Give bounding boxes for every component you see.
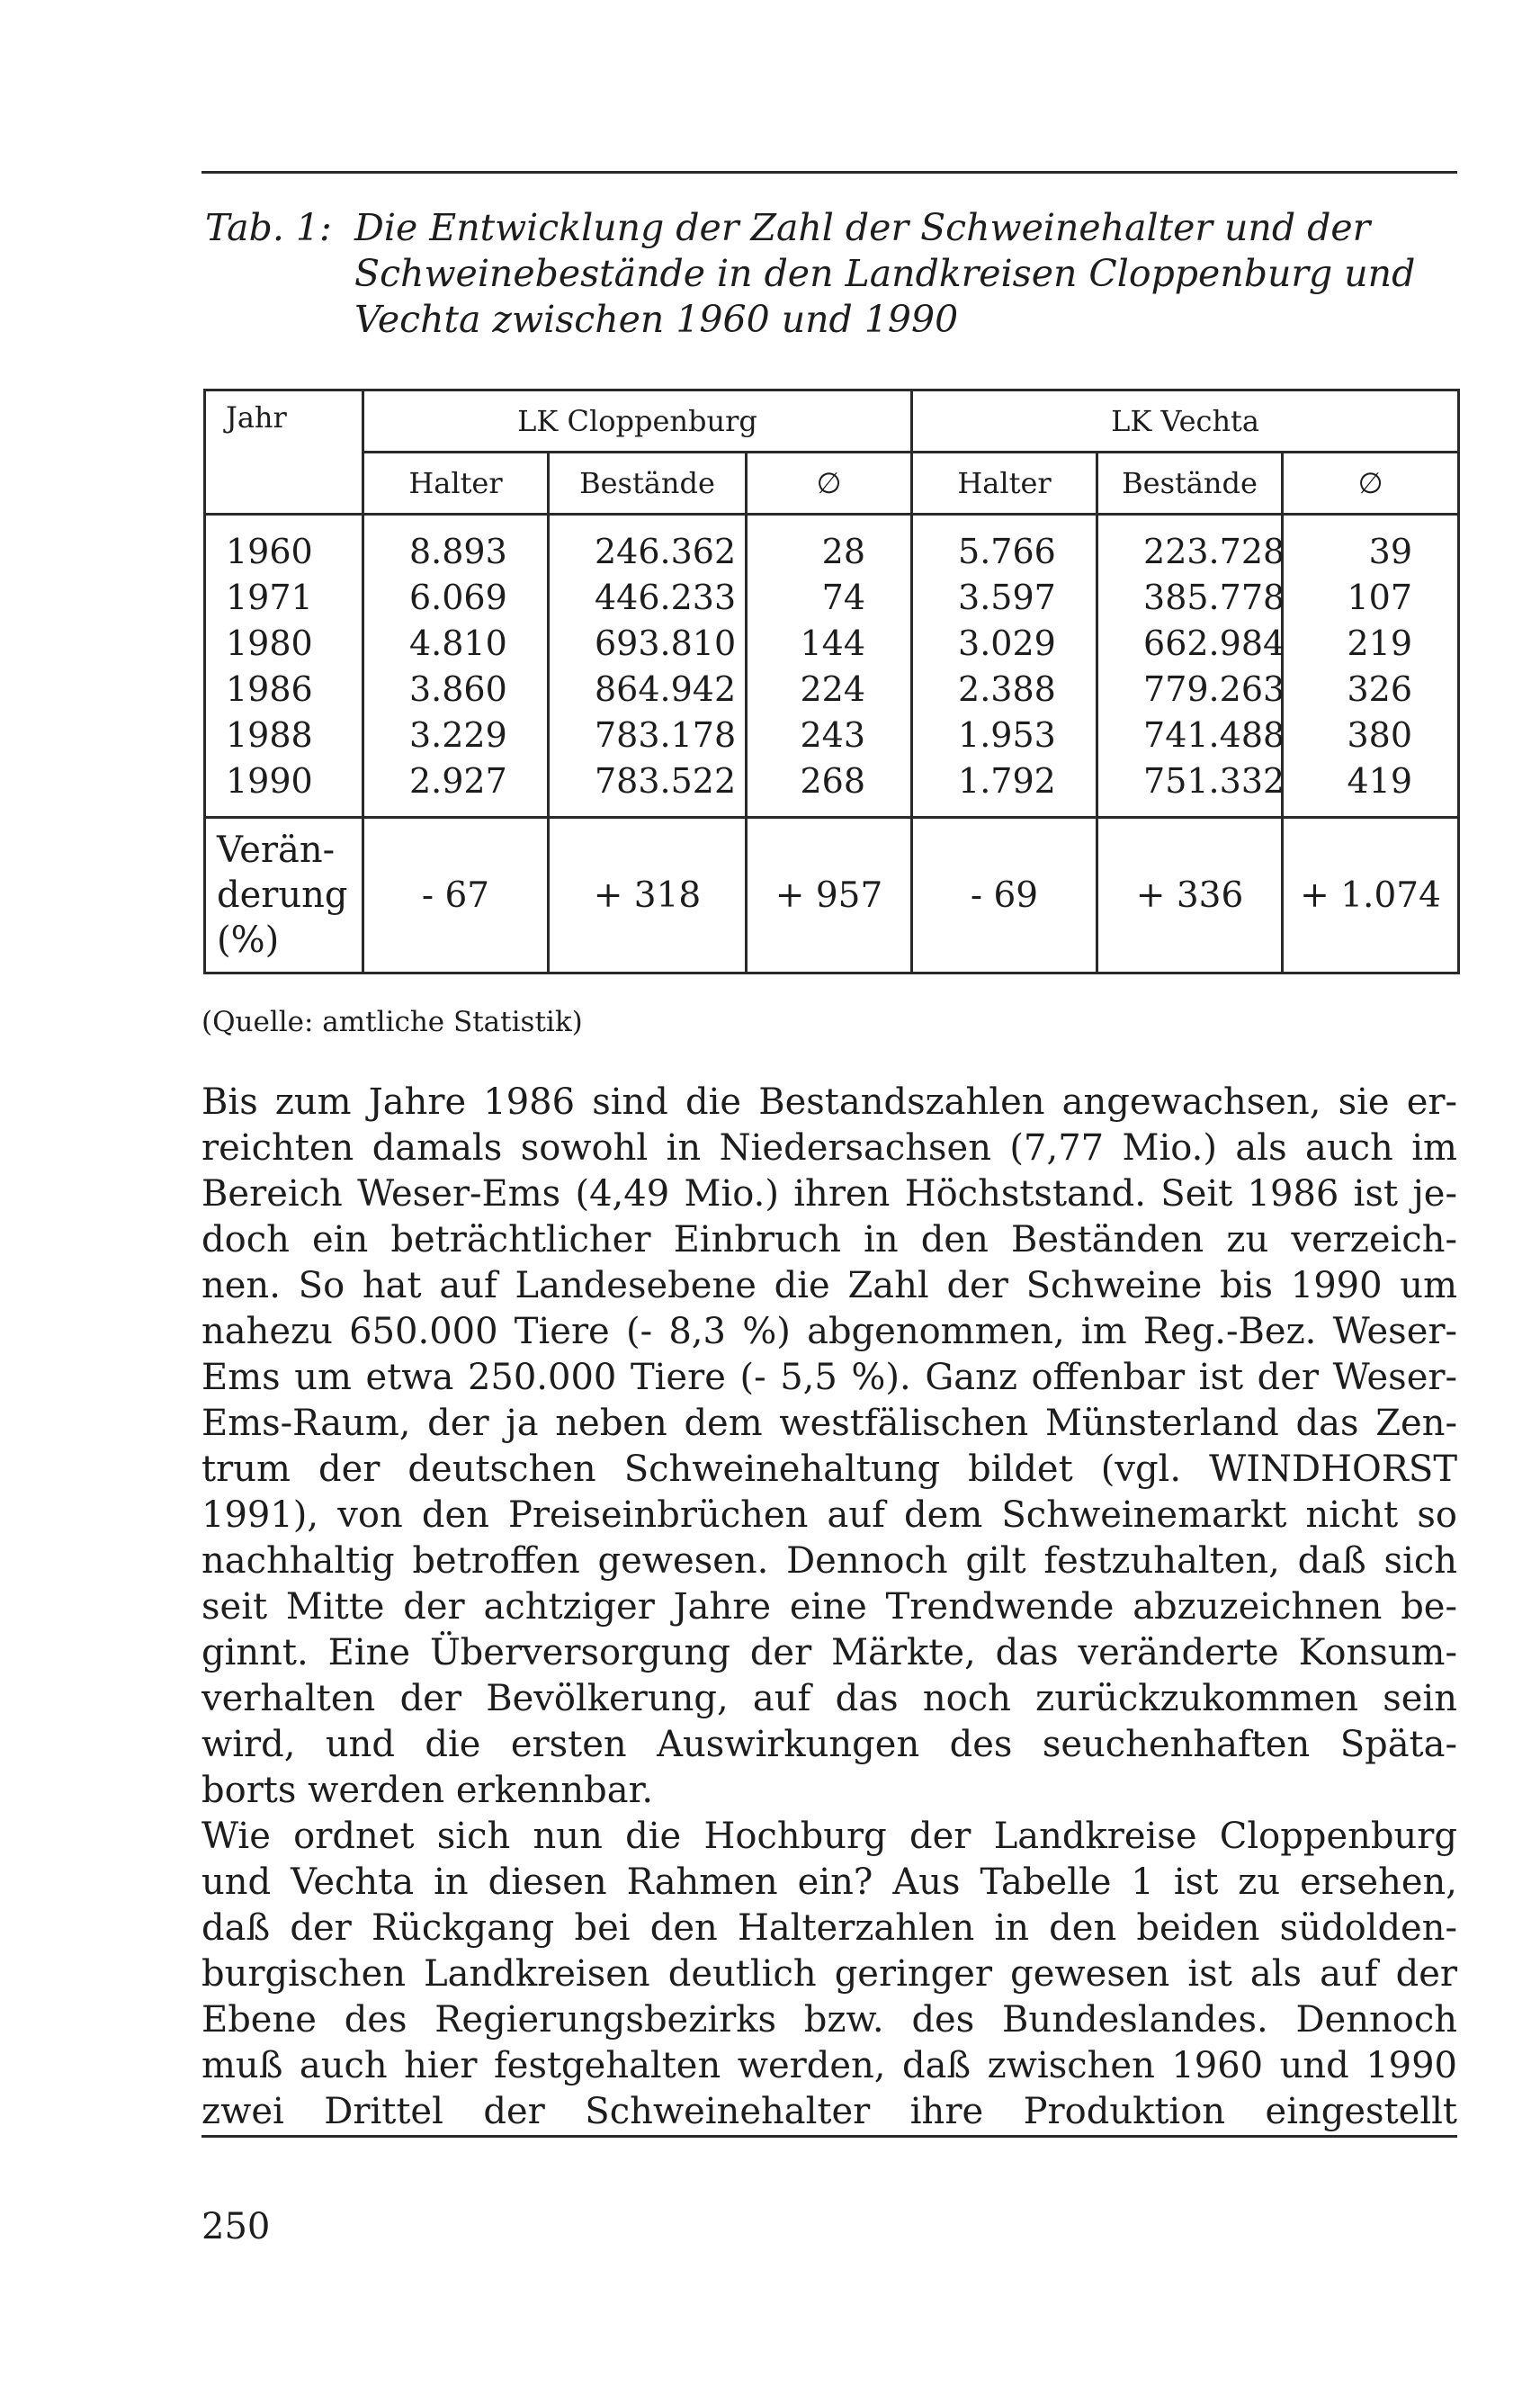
caption-line: Die Entwicklung der Zahl der Schweinehalter und der xyxy=(354,206,1371,249)
cell-bestaende: 779.263 xyxy=(1097,666,1283,712)
page-number: 250 xyxy=(201,2206,271,2247)
cell-average: 224 xyxy=(747,666,912,712)
header-vechta: LK Vechta xyxy=(912,390,1459,453)
cell-average: 107 xyxy=(1283,574,1459,620)
cell-year: 1986 xyxy=(205,666,363,712)
cell-halter: 6.069 xyxy=(363,574,549,620)
header-cloppenburg: LK Cloppenburg xyxy=(363,390,912,453)
cell-average: 380 xyxy=(1283,712,1459,758)
body-line: verhalten der Bevölkerung, auf das noch zurückzukommen sein xyxy=(201,1678,1457,1719)
table-row xyxy=(205,666,1459,712)
caption-text xyxy=(354,205,1457,343)
footer-rule xyxy=(201,2135,1457,2138)
cell-average: 243 xyxy=(747,712,912,758)
cell-average: 28 xyxy=(747,528,912,574)
cell-bestaende: 783.522 xyxy=(549,758,747,818)
cell-average: 74 xyxy=(747,574,912,620)
subheader-bestaende: Bestände xyxy=(1097,453,1283,515)
cell-year: 1971 xyxy=(205,574,363,620)
data-table xyxy=(203,389,1460,974)
table-subheader-row xyxy=(205,453,1459,515)
cell-average: 326 xyxy=(1283,666,1459,712)
change-label-line: Verän- xyxy=(217,830,336,871)
change-label xyxy=(205,818,363,973)
table-spacer-row xyxy=(205,515,1459,529)
body-line: Ems-Raum, der ja neben dem westfälischen Münsterland das Zen- xyxy=(201,1403,1457,1444)
cell-year: 1960 xyxy=(205,528,363,574)
cell-halter: 8.893 xyxy=(363,528,549,574)
table-row xyxy=(205,712,1459,758)
change-value: + 1.074 xyxy=(1283,818,1459,973)
change-value: + 318 xyxy=(549,818,747,973)
change-value: + 957 xyxy=(747,818,912,973)
cell-year: 1988 xyxy=(205,712,363,758)
change-value: - 69 xyxy=(912,818,1097,973)
header-year: Jahr xyxy=(205,390,363,515)
body-line: 1991), von den Preiseinbrüchen auf dem Schweinemarkt nicht so xyxy=(201,1494,1457,1536)
cell-average: 268 xyxy=(747,758,912,818)
body-line: borts werden erkennbar. xyxy=(201,1770,654,1811)
table-source: (Quelle: amtliche Statistik) xyxy=(201,1006,583,1038)
cell-year: 1990 xyxy=(205,758,363,818)
change-label-line: (%) xyxy=(217,919,280,961)
cell-year: 1980 xyxy=(205,620,363,666)
cell-halter: 3.860 xyxy=(363,666,549,712)
cell-bestaende: 864.942 xyxy=(549,666,747,712)
table-header-row xyxy=(205,390,1459,453)
subheader-bestaende: Bestände xyxy=(549,453,747,515)
body-line: muß auch hier festgehalten werden, daß zwischen 1960 und 1990 xyxy=(201,2045,1457,2086)
subheader-average: ∅ xyxy=(1283,453,1459,515)
body-line: ginnt. Eine Überversorgung der Märkte, das veränderte Konsum- xyxy=(201,1632,1457,1673)
body-text xyxy=(201,1080,1457,2135)
table-caption xyxy=(205,205,1457,343)
cell-bestaende: 246.362 xyxy=(549,528,747,574)
cell-halter: 4.810 xyxy=(363,620,549,666)
cell-halter: 1.953 xyxy=(912,712,1097,758)
body-line: nahezu 650.000 Tiere (- 8,3 %) abgenommen, im Reg.-Bez. Weser- xyxy=(201,1311,1457,1352)
table-change-row xyxy=(205,818,1459,973)
cell-bestaende: 741.488 xyxy=(1097,712,1283,758)
subheader-halter: Halter xyxy=(363,453,549,515)
body-line: burgischen Landkreisen deutlich geringer gewesen ist als auf der xyxy=(201,1953,1457,1995)
body-line: Bereich Weser-Ems (4,49 Mio.) ihren Höchststand. Seit 1986 ist je- xyxy=(201,1173,1457,1215)
body-line: Ebene des Regierungsbezirks bzw. des Bundeslandes. Dennoch xyxy=(201,1999,1457,2041)
cell-average: 419 xyxy=(1283,758,1459,818)
table-row xyxy=(205,758,1459,818)
body-line: daß der Rückgang bei den Halterzahlen in den beiden südolden- xyxy=(201,1907,1457,1949)
caption-line: Vechta zwischen 1960 und 1990 xyxy=(354,298,959,341)
body-line: reichten damals sowohl in Niedersachsen (7,77 Mio.) als auch im xyxy=(201,1127,1457,1169)
header-rule xyxy=(201,171,1457,174)
cell-halter: 1.792 xyxy=(912,758,1097,818)
cell-halter: 5.766 xyxy=(912,528,1097,574)
body-line: wird, und die ersten Auswirkungen des seuchenhaften Späta- xyxy=(201,1724,1457,1765)
cell-halter: 2.927 xyxy=(363,758,549,818)
cell-halter: 3.029 xyxy=(912,620,1097,666)
cell-bestaende: 783.178 xyxy=(549,712,747,758)
table-row xyxy=(205,574,1459,620)
cell-halter: 3.597 xyxy=(912,574,1097,620)
cell-bestaende: 751.332 xyxy=(1097,758,1283,818)
cell-bestaende: 223.728 xyxy=(1097,528,1283,574)
table-row xyxy=(205,620,1459,666)
body-line: doch ein beträchtlicher Einbruch in den Beständen zu verzeich- xyxy=(201,1219,1457,1260)
body-line: seit Mitte der achtziger Jahre eine Trendwende abzuzeichnen be- xyxy=(201,1586,1457,1628)
subheader-halter: Halter xyxy=(912,453,1097,515)
caption-label: Tab. 1: xyxy=(205,206,332,249)
change-label-line: derung xyxy=(217,875,348,916)
cell-average: 144 xyxy=(747,620,912,666)
cell-average: 39 xyxy=(1283,528,1459,574)
change-value: - 67 xyxy=(363,818,549,973)
body-line: trum der deutschen Schweinehaltung bildet (vgl. WINDHORST xyxy=(201,1449,1457,1490)
body-line: und Vechta in diesen Rahmen ein? Aus Tabelle 1 ist zu ersehen, xyxy=(201,1861,1457,1903)
cell-bestaende: 446.233 xyxy=(549,574,747,620)
cell-halter: 2.388 xyxy=(912,666,1097,712)
body-line: zwei Drittel der Schweinehalter ihre Produktion eingestellt xyxy=(201,2091,1457,2132)
body-line: nachhaltig betroffen gewesen. Dennoch gilt festzuhalten, daß sich xyxy=(201,1540,1457,1582)
cell-bestaende: 385.778 xyxy=(1097,574,1283,620)
subheader-average: ∅ xyxy=(747,453,912,515)
caption-line: Schweinebestände in den Landkreisen Cloppenburg und xyxy=(354,252,1416,295)
cell-bestaende: 693.810 xyxy=(549,620,747,666)
change-value: + 336 xyxy=(1097,818,1283,973)
cell-bestaende: 662.984 xyxy=(1097,620,1283,666)
table-row xyxy=(205,528,1459,574)
cell-halter: 3.229 xyxy=(363,712,549,758)
cell-average: 219 xyxy=(1283,620,1459,666)
body-line: Wie ordnet sich nun die Hochburg der Landkreise Cloppenburg xyxy=(201,1816,1457,1857)
body-line: Bis zum Jahre 1986 sind die Bestandszahlen angewachsen, sie er- xyxy=(201,1081,1457,1123)
body-line: nen. So hat auf Landesebene die Zahl der Schweine bis 1990 um xyxy=(201,1265,1457,1306)
body-line: Ems um etwa 250.000 Tiere (- 5,5 %). Ganz offenbar ist der Weser- xyxy=(201,1357,1457,1398)
